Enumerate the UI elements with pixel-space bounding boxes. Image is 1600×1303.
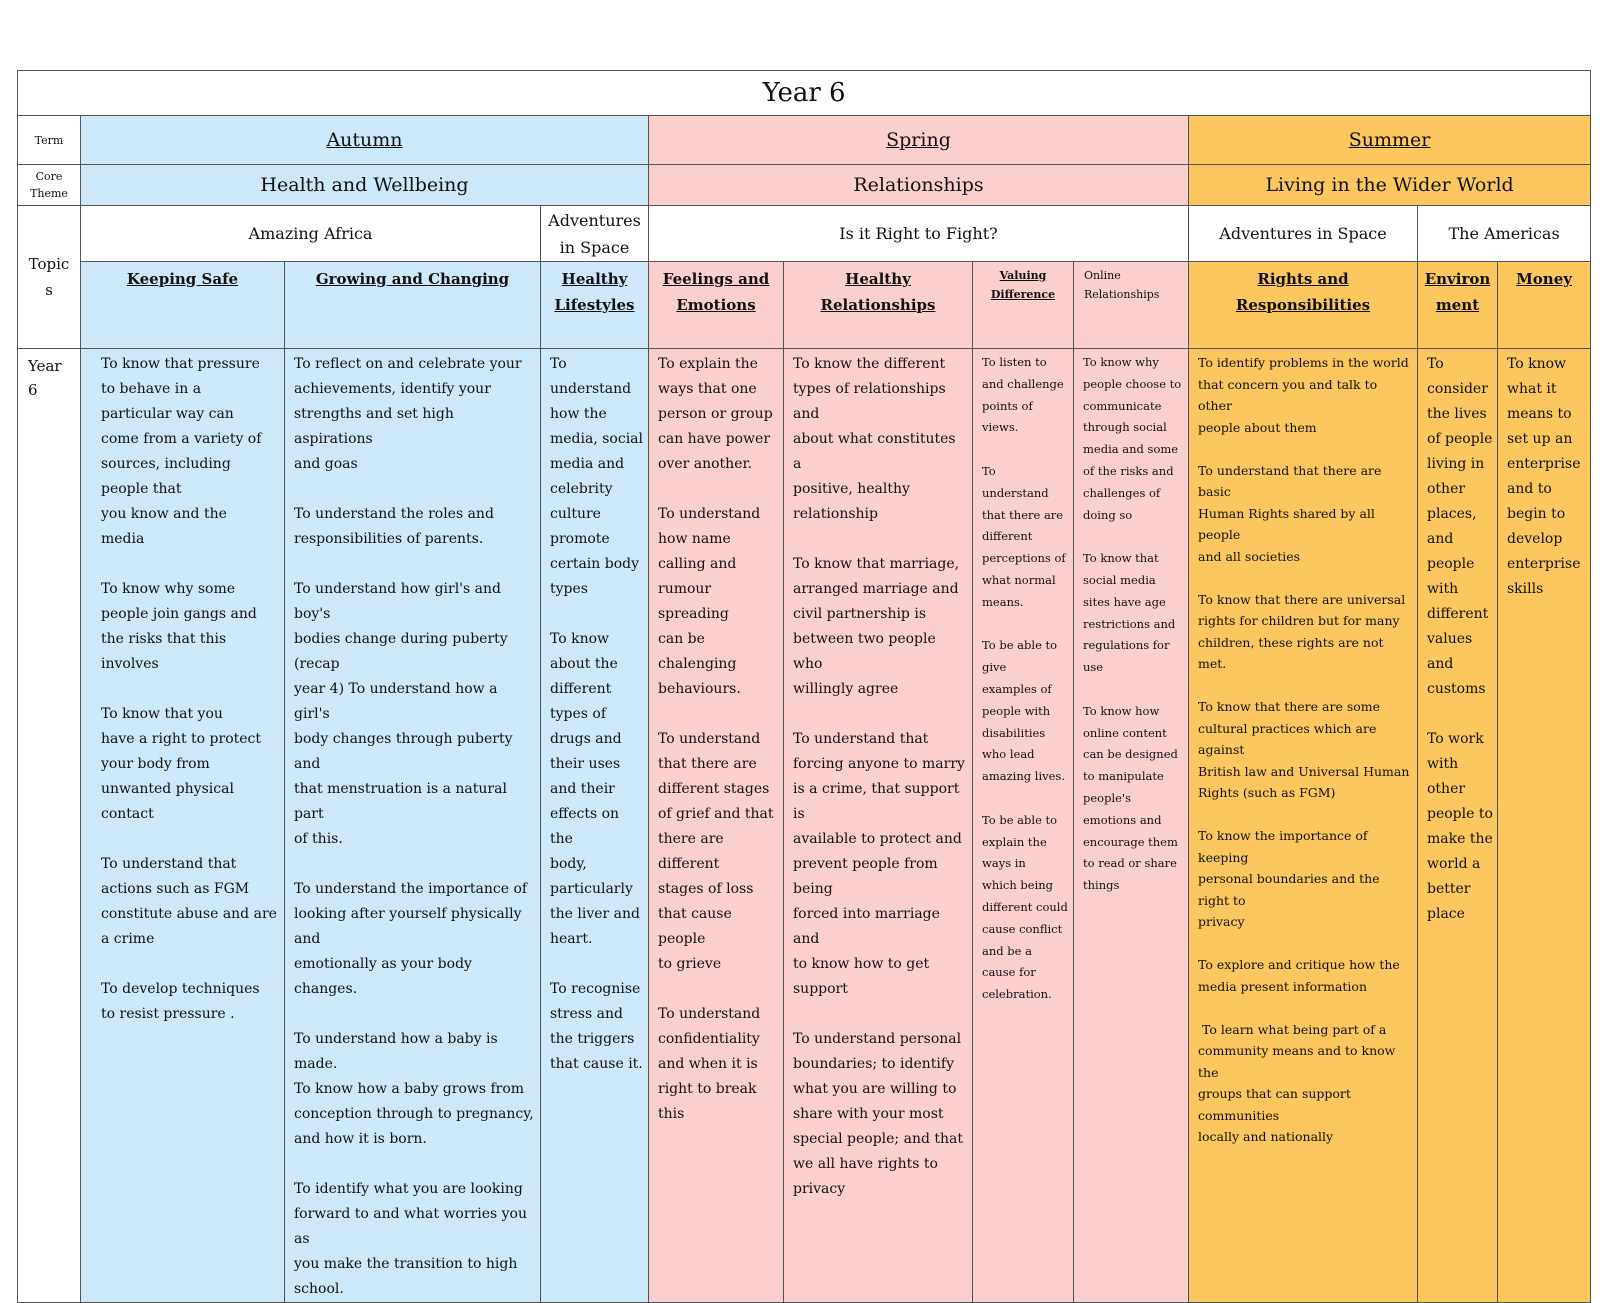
- page-title: Year 6: [18, 71, 1591, 116]
- theme-summer: Living in the Wider World: [1189, 165, 1591, 206]
- subject-keeping-safe: Keeping Safe: [81, 262, 285, 349]
- term-summer: Summer: [1189, 116, 1591, 165]
- core-theme-label: Core Theme: [18, 165, 81, 206]
- term-label: Term: [18, 116, 81, 165]
- content-money: To know what it means to set up an enterprise and to begin to develop enterprise skills: [1498, 349, 1591, 1303]
- theme-autumn: Health and Wellbeing: [81, 165, 649, 206]
- subject-healthy-lifestyles: Healthy Lifestyles: [541, 262, 649, 349]
- subject-feelings-and-emotions: Feelings and Emotions: [649, 262, 784, 349]
- subject-growing-and-changing: Growing and Changing: [285, 262, 541, 349]
- content-growing-and-changing: To reflect on and celebrate your achievements, identify your strengths and set high aspirations and goas To understand the roles and responsibilities of parents. To understand how girl's and boy's bodies change during puberty (recap year 4) To understand how a girl's body changes through puberty and that menstruation is a natural part of this. To understand the importance of looking after yourself physically and emotionally as your body changes. To understand how a baby is made. To know how a baby grows from conception through to pregnancy, and how it is born. To identify what you are looking forward to and what worries you as you make the transition to high school.: [285, 349, 541, 1303]
- subject-rights-and-responsibilities: Rights and Responsibilities: [1189, 262, 1418, 349]
- year-label: Year 6: [18, 349, 81, 1303]
- subject-environment: Environ ment: [1418, 262, 1498, 349]
- subject-valuing-difference: Valuing Difference: [973, 262, 1074, 349]
- content-valuing-difference: To listen to and challenge points of views. To understand that there are different perceptions of what normal means. To be able to give examples of people with disabilities who lead amazing lives. To be able to explain the ways in which being different could cause conflict and be a cause for celebration.: [973, 349, 1074, 1303]
- curriculum-table: [17, 70, 1591, 1303]
- subject-online-relationships: Online Relationships: [1074, 262, 1189, 349]
- content-healthy-relationships: To know the different types of relationships and about what constitutes a positive, healthy relationship To know that marriage, arranged marriage and civil partnership is between two people who willingly agree To understand that forcing anyone to marry is a crime, that support is available to protect and prevent people from being forced into marriage and to know how to get support To understand personal boundaries; to identify what you are willing to share with your most special people; and that we all have rights to privacy: [784, 349, 973, 1303]
- term-spring: Spring: [649, 116, 1189, 165]
- subject-healthy-relationships: Healthy Relationships: [784, 262, 973, 349]
- topic-adventures-in-space-autumn: Adventures in Space: [541, 206, 649, 262]
- term-autumn: Autumn: [81, 116, 649, 165]
- content-healthy-lifestyles: To understand how the media, social media and celebrity culture promote certain body types To know about the different types of drugs and their uses and their effects on the body, particularly the liver and heart. To recognise stress and the triggers that cause it.: [541, 349, 649, 1303]
- content-keeping-safe: To know that pressure to behave in a particular way can come from a variety of sources, including people that you know and the media To know why some people join gangs and the risks that this involves To know that you have a right to protect your body from unwanted physical contact To understand that actions such as FGM constitute abuse and are a crime To develop techniques to resist pressure .: [81, 349, 285, 1303]
- content-rights-and-responsibilities: To identify problems in the world that concern you and talk to other people about them To understand that there are basic Human Rights shared by all people and all societies To know that there are universal rights for children but for many children, these rights are not met. To know that there are some cultural practices which are against British law and Universal Human Rights (such as FGM) To know the importance of keeping personal boundaries and the right to privacy To explore and critique how the media present information To learn what being part of a community means and to know the groups that can support communities locally and nationally: [1189, 349, 1418, 1303]
- content-environment: To consider the lives of people living in other places, and people with different values and customs To work with other people to make the world a better place: [1418, 349, 1498, 1303]
- theme-spring: Relationships: [649, 165, 1189, 206]
- topics-label: Topic s: [18, 206, 81, 349]
- topic-adventures-in-space-summer: Adventures in Space: [1189, 206, 1418, 262]
- topic-is-it-right-to-fight: Is it Right to Fight?: [649, 206, 1189, 262]
- subject-money: Money: [1498, 262, 1591, 349]
- topic-the-americas: The Americas: [1418, 206, 1591, 262]
- content-online-relationships: To know why people choose to communicate through social media and some of the risks and challenges of doing so To know that social media sites have age restrictions and regulations for use To know how online content can be designed to manipulate people's emotions and encourage them to read or share things: [1074, 349, 1189, 1303]
- topic-amazing-africa: Amazing Africa: [81, 206, 541, 262]
- content-feelings-and-emotions: To explain the ways that one person or group can have power over another. To understand how name calling and rumour spreading can be chalenging behaviours. To understand that there are different stages of grief and that there are different stages of loss that cause people to grieve To understand confidentiality and when it is right to break this: [649, 349, 784, 1303]
